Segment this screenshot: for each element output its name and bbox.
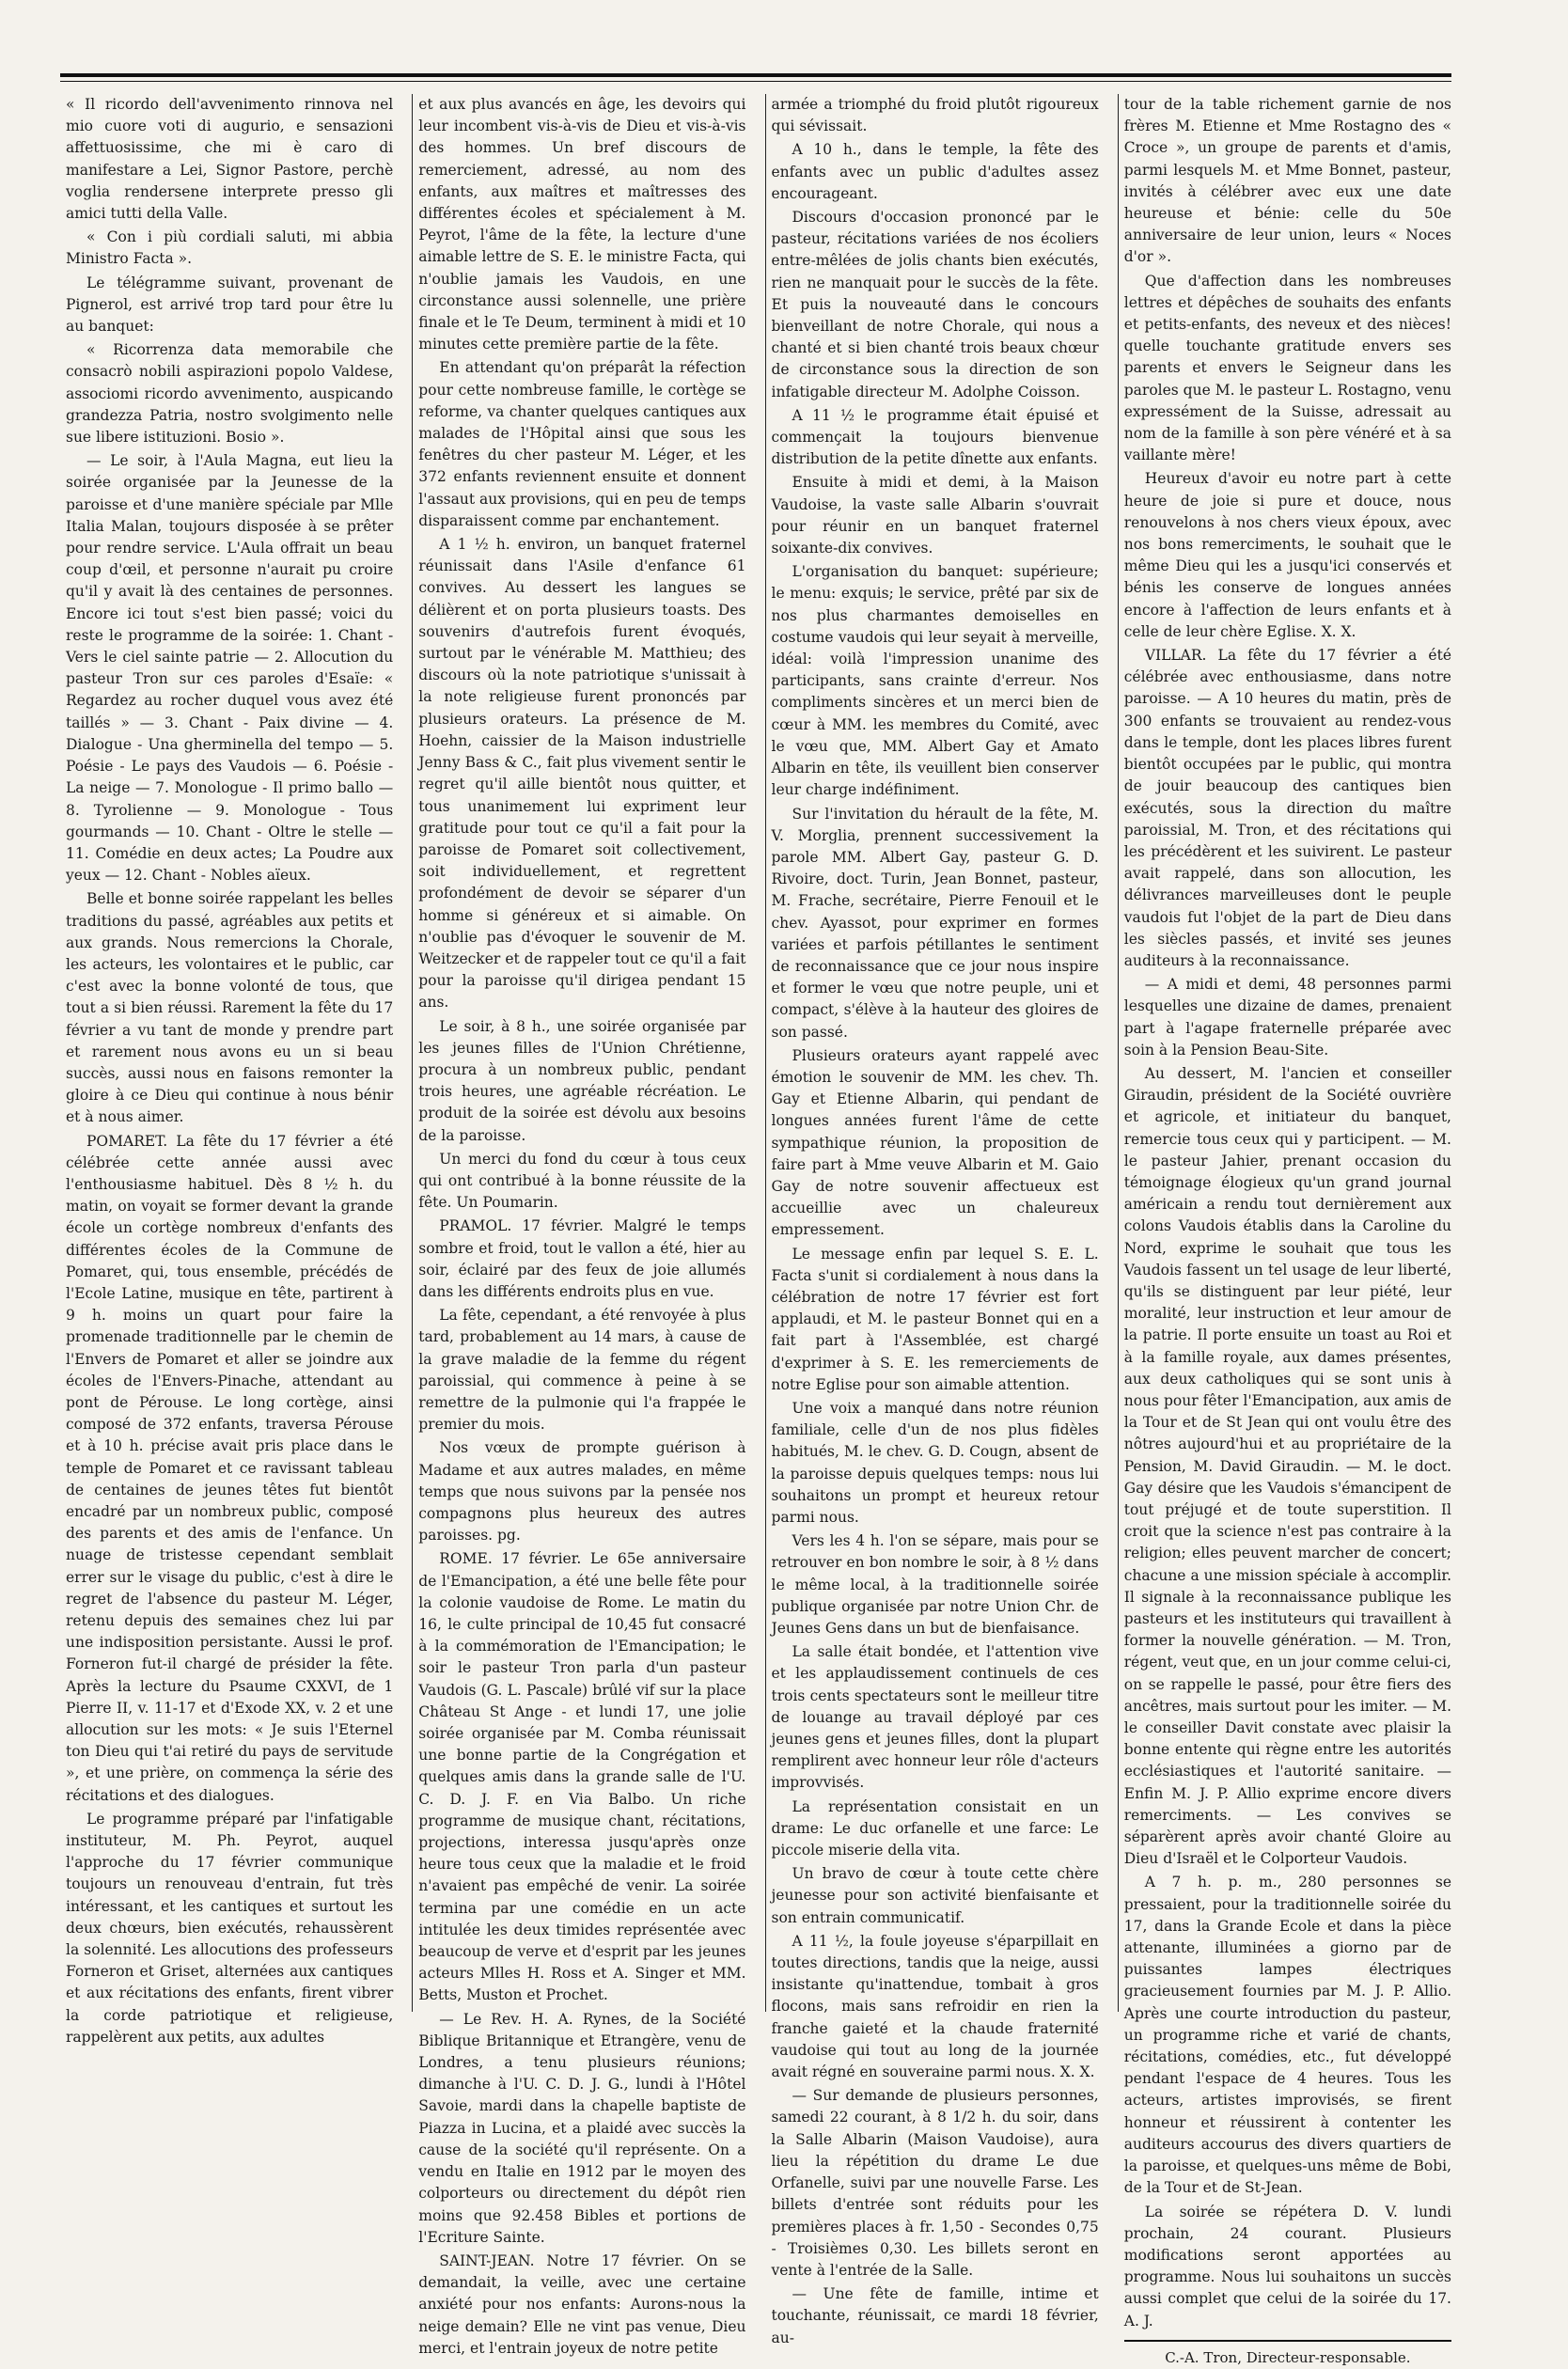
column-1 [60, 94, 399, 2046]
paragraph: A 10 h., dans le temple, la fête des enfants avec un public d'adultes assez encourageant. [771, 141, 1099, 202]
paragraph: — Une fête de famille, intime et touchante, réunissait, ce mardi 18 février, au- [771, 2285, 1099, 2346]
paragraph: En attendant qu'on préparât la réfection pour cette nombreuse famille, le cortège se reforme, va chanter quelques cantiques aux malades de l'Hôpital ainsi que sous les fenêtres du cher pasteur M. Léger, et les 372 enfants reviennent ensuite et donnent l'assaut aux provisions, qui en peu de temps disparaissent comme par enchantement. [418, 359, 746, 529]
paragraph: La soirée se répétera D. V. lundi prochain, 24 courant. Plusieurs modifications seront apportées au programme. Nous lui souhaitons un succès aussi complet que celui de la soirée du 17. A. J. [1123, 2203, 1451, 2330]
paragraph: « Il ricordo dell'avvenimento rinnova nel mio cuore voti di augurio, e sensazioni affettuosissime, che mi è caro di manifestare a Lei, Signor Pastore, perchè voglia rendersene interprete presso gli amici tutti della Valle. [66, 96, 394, 223]
paragraph: POMARET. La fête du 17 février a été célébrée cette année aussi avec l'enthousiasme habituel. Dès 8 ½ h. du matin, on voyait se former devant la grande école un cortège nombreux d'enfants des différentes écoles de la Commune de Pomaret, qui, tous ensemble, précédés de l'Ecole Latine, musique en tête, partirent à 9 h. moins un quart pour faire la promenade traditionnelle par le chemin de l'Envers de Pomaret et aller se joindre aux écoles de l'Envers-Pinache, attendant au pont de Pérouse. Le long cortège, ainsi composé de 372 enfants, traversa Pérouse et à 10 h. précise avait pris place dans le temple de Pomaret et ce ravissant tableau de centaines de jeunes têtes fut bientôt encadré par un nombreux public, composé des parents et des amis de l'enfance. Un nuage de tristesse cependant semblait errer sur le visage du public, c'est à dire le regret de l'absence du pasteur M. Léger, retenu depuis des semaines chez lui par une indisposition persistante. Aussi le prof. Forneron fut-il chargé de présider la fête. Après la lecture du Psaume CXXVI, de 1 Pierre II, v. 11-17 et d'Exode XX, v. 2 et une allocution sur les mots: « Je suis l'Eternel ton Dieu qui t'ai retiré du pays de servitude », et une prière, on commença la série des récitations et des dialogues. [66, 1132, 394, 1804]
paragraph: ROME. 17 février. Le 65e anniversaire de l'Emancipation, a été une belle fête pour la colonie vaudoise de Rome. Le matin du 16, le culte principal de 10,45 fut consacré à la commémoration de l'Emancipation; le soir le pasteur Tron parla d'un pasteur Vaudois (G. L. Pascale) brûlé vif sur la place Château St Ange - et lundi 17, une jolie soirée organisée par M. Comba réunissait une bonne partie de la Congrégation et quelques amis dans la grande salle de l'U. C. D. J. F. en Via Balbo. Un riche programme de musique chant, récitations, projections, interessa jusqu'après onze heure tous ceux que la maladie et le froid n'avaient pas empêché de venir. La soirée termina par une comédie en un acte intitulée les deux timides représentée avec beaucoup de verve et d'esprit par les jeunes acteurs Mlles H. Ross et A. Singer et MM. Betts, Muston et Prochet. [418, 1550, 746, 2004]
paragraph: et aux plus avancés en âge, les devoirs qui leur incombent vis-à-vis de Dieu et vis-à-vis des hommes. Un bref discours de remerciement, adressé, au nom des enfants, aux maîtres et maîtresses des différentes écoles et spécialement à M. Peyrot, l'âme de la fête, la lecture d'une aimable lettre de S. E. le ministre Facta, qui n'oublie jamais les Vaudois, en une circonstance aussi solennelle, une prière finale et le Te Deum, terminent à midi et 10 minutes cette première partie de la fête. [418, 96, 746, 353]
paragraph: — A midi et demi, 48 personnes parmi lesquelles une dizaine de dames, prenaient part à l'agape fraternelle préparée avec soin à la Pension Beau-Site. [1123, 976, 1451, 1059]
paragraph: Plusieurs orateurs ayant rappelé avec émotion le souvenir de MM. les chev. Th. Gay et Etienne Albarin, qui pendant de longues années furent l'âme de cette sympathique réunion, la proposition de faire part à Mme veuve Albarin et M. Gaio Gay de notre souvenir affectueux est accueillie avec un chaleureux empressement. [771, 1046, 1099, 1239]
paragraph: Au dessert, M. l'ancien et conseiller Giraudin, président de la Société ouvrière et agricole, et initiateur du banquet, remercie tous ceux qui y participent. — M. le pasteur Jahier, prenant occasion du témoignage élogieux qu'un grand journal américain a rendu tout dernièrement aux colons Vaudois établis dans la Caroline du Nord, exprime le souhait que tous les Vaudois fassent un tel usage de leur liberté, qu'ils se distinguent par leur piété, leur moralité, leur instruction et leur amour de la patrie. Il porte ensuite un toast au Roi et à la famille royale, aux dames présentes, aux deux catholiques qui se sont unis à nous pour fêter l'Emancipation, aux amis de la Tour et de St Jean qui ont voulu être des nôtres aujourd'hui et au propriétaire de la Pension, M. David Giraudin. — M. le doct. Gay désire que les Vaudois s'émancipent de tout préjugé et de toute superstition. Il croit que la science n'est pas contraire à la religion; elles peuvent marcher de concert; chacune a une mission spéciale à accomplir. Il signale à la reconnaissance publique les pasteurs et les instituteurs qui travaillent à former la nouvelle génération. — M. Tron, régent, veut que, en un jour comme celui-ci, on se rappelle le passé, pour être fiers des ancêtres, mais surtout pour les imiter. — M. le conseiller Davit constate avec plaisir la bonne entente qui règne entre les autorités ecclésiastiques et l'autorité sanitaire. — Enfin M. J. P. Allio exprime encore divers remerciments. — Les convives se séparèrent après avoir chanté Gloire au Dieu d'Israël et le Colporteur Vaudois. [1123, 1064, 1451, 1868]
paragraph: PRAMOL. 17 février. Malgré le temps sombre et froid, tout le vallon a été, hier au soir, éclairé par des feux de joie allumés dans les différents endroits plus en vue. [418, 1217, 746, 1300]
paragraph: Un merci du fond du cœur à tous ceux qui ont contribué à la bonne réussite de la fête. Un Poumarin. [418, 1150, 746, 1212]
paragraph: armée a triomphé du froid plutôt rigoureux qui sévissait. [771, 96, 1099, 135]
paragraph: Le programme préparé par l'infatigable instituteur, M. Ph. Peyrot, auquel l'approche du 17 février communique toujours un renouveau d'entrain, fut très intéressant, et les cantiques et surtout les deux chœurs, bien exécutés, rehaussèrent la solennité. Les allocutions des professeurs Forneron et Griset, alternées aux cantiques et aux récitations des enfants, firent vibrer la corde patriotique et religieuse, rappelèrent aux petits, aux adultes [66, 1810, 394, 2046]
column-4 [1118, 94, 1457, 2366]
paragraph: Le soir, à 8 h., une soirée organisée par les jeunes filles de l'Union Chrétienne, procura à un nombreux public, pendant trois heures, une agréable récréation. Le produit de la soirée est dévolu aux besoins de la paroisse. [418, 1017, 746, 1144]
paragraph: — Le Rev. H. A. Rynes, de la Société Biblique Britannique et Etrangère, venu de Londres, a tenu plusieurs réunions; dimanche à l'U. C. D. J. G., lundi à l'Hôtel Savoie, mardi dans la chapelle baptiste de Piazza in Lucina, et a plaidé avec succès la cause de la société qu'il représente. On a vendu en Italie en 1912 par le moyen des colporteurs ou directement du dépôt rien moins que 92.458 Bibles et portions de l'Ecriture Sainte. [418, 2010, 746, 2246]
paragraph: « Ricorrenza data memorabile che consacrò nobili aspirazioni popolo Valdese, associomi ricordo avvenimento, auspicando grandezza Patria, nostro svolgimento nelle sue libere istituzioni. Bosio ». [66, 341, 394, 447]
paragraph: A 1 ½ h. environ, un banquet fraternel réunissait dans l'Asile d'enfance 61 convives. Au dessert les langues se délièrent et on porta plusieurs toasts. Des souvenirs d'autrefois furent évoqués, surtout par le vénérable M. Matthieu; des discours où la note patriotique s'unissait à la note religieuse furent prononcés par plusieurs orateurs. La présence de M. Hoehn, caissier de la Maison industrielle Jenny Bass & C., fait plus vivement sentir le regret qu'il aille bientôt nous quitter, et tous unanimement lui expriment leur gratitude pour tout ce qu'il a fait pour la paroisse de Pomaret soit collectivement, soit individuellement, et regrettent profondément de devoir se séparer d'un homme si généreux et si aimable. On n'oublie pas d'évoquer le souvenir de M. Weitzecker et de rappeler tout ce qu'il a fait pour la paroisse qu'il dirigea pendant 15 ans. [418, 536, 746, 1012]
paragraph: Le message enfin par lequel S. E. L. Facta s'unit si cordialement à nous dans la célébration de notre 17 février est fort applaudi, et M. le pasteur Bonnet qui en a fait part à l'Assemblée, est chargé d'exprimer à S. E. les remerciements de notre Eglise pour son aimable attention. [771, 1245, 1099, 1393]
paragraph: — Sur demande de plusieurs personnes, samedi 22 courant, à 8 1/2 h. du soir, dans la Salle Albarin (Maison Vaudoise), aura lieu la répétition du drame Le due Orfanelle, suivi par une nouvelle Farse. Les billets d'entrée sont réduits pour les premières places à fr. 1,50 - Secondes 0,75 - Troisièmes 0,30. Les billets seront en vente à l'entrée de la Salle. [771, 2087, 1099, 2279]
paragraph: tour de la table richement garnie de nos frères M. Etienne et Mme Rostagno des « Croce », un groupe de parents et d'amis, parmi lesquels M. et Mme Bonnet, pasteur, invités à célébrer avec eux une date heureuse et bénie: celle du 50e anniversaire de leur union, leurs « Noces d'or ». [1123, 96, 1451, 266]
paragraph: Discours d'occasion prononcé par le pasteur, récitations variées de nos écoliers entre-mêlées de jolis chants bien exécutés, rien ne manquait pour le succès de la fête. Et puis la nouveauté dans le concours bienveillant de notre Chorale, qui nous a chanté et si bien chanté trois beaux chœur de circonstance sous la direction de son infatigable directeur M. Adolphe Coisson. [771, 209, 1099, 400]
paragraph: Belle et bonne soirée rappelant les belles traditions du passé, agréables aux petits et aux grands. Nous remercions la Chorale, les acteurs, les volontaires et le public, car c'est avec la bonne volonté de tous, que tout a si bien réussi. Rarement la fête du 17 février a vu tant de monde y prendre part et rarement nous avons eu un si beau succès, aussi nous en faisons remonter la gloire à ce Dieu qui continue à nous bénir et à nous aimer. [66, 890, 394, 1126]
paragraph: La salle était bondée, et l'attention vive et les applaudissement continuels de ces trois cents spectateurs sont le meilleur titre de louange au travail déployé par ces jeunes gens et jeunes filles, dont la plupart remplirent avec honneur leur rôle d'acteurs improvvisés. [771, 1643, 1099, 1792]
paragraph: Une voix a manqué dans notre réunion familiale, celle d'un de nos plus fidèles habitués, M. le chev. G. D. Cougn, absent de la paroisse depuis quelques temps: nous lui souhaitons un prompt et heureux retour parmi nous. [771, 1399, 1099, 1526]
paragraph: L'organisation du banquet: supérieure; le menu: exquis; le service, prêté par six de nos plus charmantes demoiselles en costume vaudois qui leur seyait à merveille, idéal: voilà l'impression unanime des participants, sans crainte d'erreur. Nos compliments sincères et un merci bien de cœur à MM. les membres du Comité, avec le vœu que, MM. Albert Gay et Amato Albarin en tête, ils veuillent bien conserver leur charge indéfiniment. [771, 563, 1099, 799]
paragraph: Vers les 4 h. l'on se sépare, mais pour se retrouver en bon nombre le soir, à 8 ½ dans le même local, à la traditionnelle soirée publique organisée par notre Union Chr. de Jeunes Gens dans un but de bienfaisance. [771, 1532, 1099, 1638]
paragraph: SAINT-JEAN. Notre 17 février. On se demandait, la veille, avec une certaine anxiété pour nos enfants: Aurons-nous la neige demain? Elle ne vint pas venue, Dieu merci, et l'entrain joyeux de notre petite [418, 2251, 746, 2357]
paragraph: VILLAR. La fête du 17 février a été célébrée avec enthousiasme, dans notre paroisse. — A 10 heures du matin, près de 300 enfants se trouvaient au rendez-vous dans le temple, dont les places libres furent bientôt occupées par le public, qui montra de jouir beaucoup des cantiques bien exécutés, sous la direction du maître paroissial, M. Tron, et des récitations qui les précédèrent et les suivirent. Le pasteur avait rappelé, dans son allocution, les délivrances marveilleuses dont le peuple vaudois fut l'objet de la part de Dieu dans les siècles passés, et invité ses jeunes auditeurs à la reconnaissance. [1123, 647, 1451, 969]
paragraph: La fête, cependant, a été renvoyée à plus tard, probablement au 14 mars, à cause de la grave maladie de la femme du régent paroissial, qui commence à peine à se remettre de la pulmonie qui l'a frappée le premier du mois. [418, 1307, 746, 1434]
column-3 [765, 94, 1105, 2346]
paragraph: Nos vœux de prompte guérison à Madame et aux autres malades, en même temps que nous suivons par la pensée nos compagnons plus heureux des autres paroisses. pg. [418, 1439, 746, 1545]
columns [60, 94, 1457, 2366]
paragraph: A 11 ½, la foule joyeuse s'éparpillait en toutes directions, tandis que la neige, aussi insistante qu'inattendue, tombait à gros flocons, mais sans refroidir en rien la franche gaieté et la chaude fraternité vaudoise qui tout au long de la journée avait régné en souveraine parmi nous. X. X. [771, 1932, 1099, 2081]
paragraph: Un bravo de cœur à toute cette chère jeunesse pour son activité bienfaisante et son entrain communicatif. [771, 1865, 1099, 1926]
editor-signature: C.-A. Tron, Directeur-responsable. [1124, 2340, 1451, 2369]
column-2 [412, 94, 751, 2357]
top-rule [60, 73, 1451, 77]
paragraph: Que d'affection dans les nombreuses lettres et dépêches de souhaits des enfants et petits-enfants, des neveux et des nièces! quelle touchante gratitude envers ses parents et envers le Seigneur dans les paroles que M. le pasteur L. Rostagno, venu expressément de la Suisse, adressait au nom de la famille à son père vénéré et à sa vaillante mère! [1123, 272, 1451, 464]
paragraph: Le télégramme suivant, provenant de Pignerol, est arrivé trop tard pour être lu au banquet: [66, 274, 394, 336]
paragraph: A 7 h. p. m., 280 personnes se pressaient, pour la traditionnelle soirée du 17, dans la Grande Ecole et dans la pièce attenante, illuminées a giorno par de puissantes lampes électriques gracieusement fournies par M. J. P. Allio. Après une courte introduction du pasteur, un programme riche et varié de chants, récitations, comédies, etc., fut développé pendant l'espace de 4 heures. Tous les acteurs, artistes improvisés, se firent honneur et réussirent à contenter les auditeurs accourus des divers quartiers de la paroisse, et quelques-uns même de Bobi, de la Tour et de St-Jean. [1123, 1874, 1451, 2197]
paragraph: Sur l'invitation du hérault de la fête, M. V. Morglia, prennent successivement la parole MM. Albert Gay, pasteur G. D. Rivoire, doct. Turin, Jean Bonnet, pasteur, M. Frache, secrétaire, Pierre Fenouil et le chev. Ayassot, pour exprimer en formes variées et parfois pétillantes le sentiment de reconnaissance que ce jour nous inspire et former le vœu que notre peuple, uni et compact, s'élève à la hauteur des gloires de son passé. [771, 805, 1099, 1041]
paragraph: — Le soir, à l'Aula Magna, eut lieu la soirée organisée par la Jeunesse de la paroisse et d'une manière spéciale par Mlle Italia Malan, toujours disposée à se prêter pour rendre service. L'Aula offrait un beau coup d'œil, et personne n'aurait pu croire qu'il y avait là des centaines de personnes. Encore ici tout s'est bien passé; voici du reste le programme de la soirée: 1. Chant - Vers le ciel sainte patrie — 2. Allocution du pasteur Tron sur ces paroles d'Esaïe: « Regardez au rocher duquel vous avez été taillés » — 3. Chant - Paix divine — 4. Dialogue - Una gherminella del tempo — 5. Poésie - Le pays des Vaudois — 6. Poésie - La neige — 7. Monologue - Il primo ballo — 8. Tyrolienne — 9. Monologue - Tous gourmands — 10. Chant - Oltre le stelle — 11. Comédie en deux actes; La Poudre aux yeux — 12. Chant - Nobles aïeux. [66, 452, 394, 885]
paragraph: « Con i più cordiali saluti, mi abbia Ministro Facta ». [66, 228, 394, 268]
paragraph: A 11 ½ le programme était épuisé et commençait la toujours bienvenue distribution de la petite dînette aux enfants. [771, 406, 1099, 468]
paragraph: La représentation consistait en un drame: Le duc orfanelle et une farce: Le piccole miserie della vita. [771, 1797, 1099, 1859]
top-rule-thin [60, 81, 1451, 82]
paragraph: Heureux d'avoir eu notre part à cette heure de joie si pure et douce, nous renouvelons à nos chers vieux époux, avec nos bons remerciments, le souhait que le même Dieu qui les a jusqu'ici conservés et bénis les conserve de longues années encore à l'affection de leurs enfants et à celle de leur chère Eglise. X. X. [1123, 470, 1451, 640]
paragraph: Ensuite à midi et demi, à la Maison Vaudoise, la vaste salle Albarin s'ouvrait pour réunir en un banquet fraternel soixante-dix convives. [771, 474, 1099, 557]
